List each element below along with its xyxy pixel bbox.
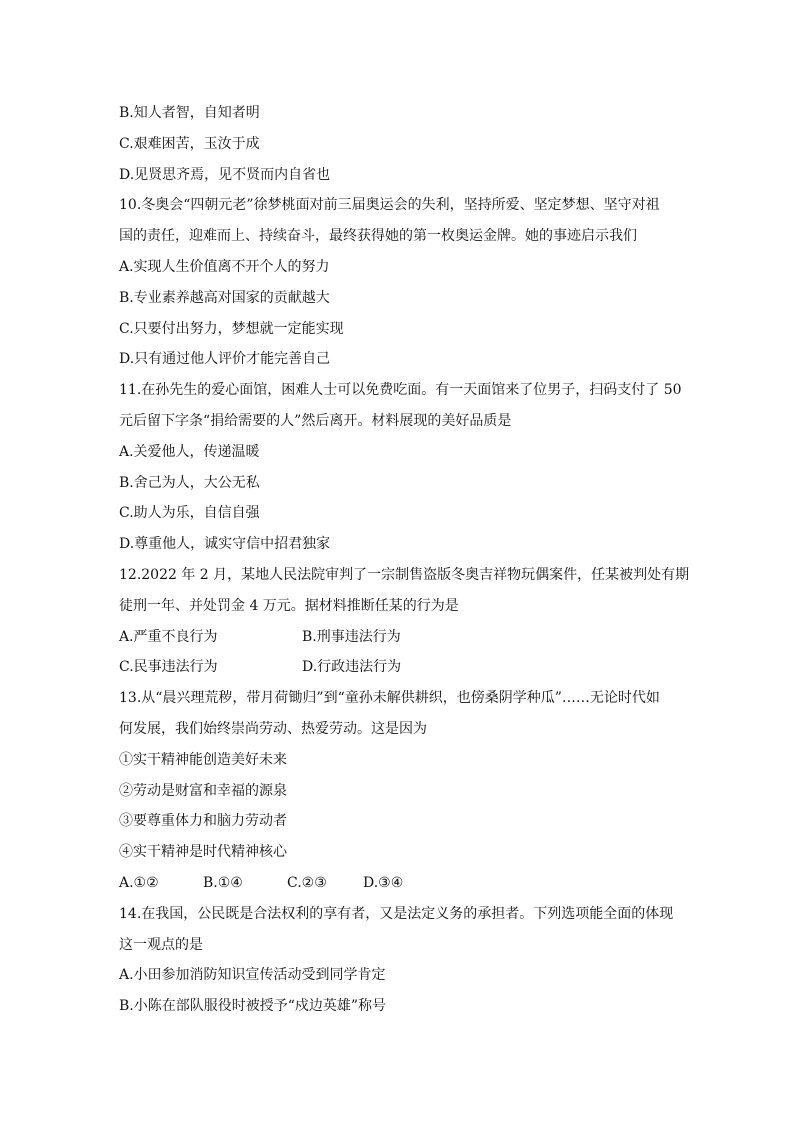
q12-option-c: C.民事违法行为 (119, 659, 218, 676)
q11-stem-line-2: 元后留下字条“捐给需要的人”然后离开。材料展现的美好品质是 (119, 412, 512, 429)
q12-option-a: A.严重不良行为 (119, 628, 218, 645)
q12-options-row-2 (119, 652, 679, 683)
q13-option-a: A.①② (119, 874, 159, 891)
q14-stem-line-2: 这一观点的是 (119, 936, 203, 953)
q9-option-d: D.见贤思齐焉，见不贤而内自省也 (119, 166, 331, 183)
q14-option-a: A.小田参加消防知识宣传活动受到同学肯定 (119, 967, 386, 984)
q11-stem-line-1: 11.在孙先生的爱心面馆，困难人士可以免费吃面。有一天面馆来了位男子，扫码支付了 50 (119, 382, 682, 399)
q10-option-d: D.只有通过他人评价才能完善自己 (119, 351, 331, 368)
q12-stem-line-2: 徒刑一年、并处罚金 4 万元。据材料推断任某的行为是 (119, 597, 459, 614)
q12-option-b: B.刑事违法行为 (302, 628, 401, 645)
q12-options-row-1 (119, 622, 679, 653)
q11-option-c: C.助人为乐，自信自强 (119, 505, 260, 522)
q14-option-b: B.小陈在部队服役时被授予“戍边英雄”称号 (119, 998, 387, 1015)
q11-option-b: B.舍己为人，大公无私 (119, 474, 260, 491)
q13-option-d: D.③④ (363, 874, 404, 891)
q13-option-b: B.①④ (203, 874, 243, 891)
q13-options-row (119, 868, 679, 899)
q14-stem-line-1: 14.在我国，公民既是合法权利的享有者，又是法定义务的承担者。下列选项能全面的体现 (119, 905, 674, 922)
q9-option-b: B.知人者智，自知者明 (119, 105, 260, 121)
q11-option-a: A.关爱他人，传递温暖 (119, 443, 260, 460)
document-page (119, 98, 690, 1022)
q10-option-b: B.专业素养越高对国家的贡献越大 (119, 289, 330, 306)
q11-option-d: D.尊重他人，诚实守信中招君独家 (119, 536, 331, 553)
q13-statement-4: ④实干精神是时代精神核心 (119, 844, 287, 861)
q12-option-d: D.行政违法行为 (302, 659, 402, 676)
q10-stem-line-2: 国的责任，迎难而上、持续奋斗，最终获得她的第一枚奥运金牌。她的事迹启示我们 (119, 228, 637, 245)
q10-option-a: A.实现人生价值离不开个人的努力 (119, 258, 330, 275)
q13-statement-1: ①实干精神能创造美好未来 (119, 751, 287, 768)
q13-statement-2: ②劳动是财富和幸福的源泉 (119, 782, 287, 799)
q12-stem-line-1: 12.2022 年 2 月，某地人民法院审判了一宗制售盗版冬奥吉祥物玩偶案件，任某被判处有期 (119, 566, 690, 583)
q13-option-c: C.②③ (287, 874, 327, 891)
q10-option-c: C.只要付出努力，梦想就一定能实现 (119, 320, 344, 337)
q13-stem-line-1: 13.从“晨兴理荒秽，带月荷锄归”到“童孙未解供耕织，也傍桑阴学种瓜”……无论时代如 (119, 690, 660, 707)
q13-statement-3: ③要尊重体力和脑力劳动者 (119, 813, 287, 830)
q13-stem-line-2: 何发展，我们始终崇尚劳动、热爱劳动。这是因为 (119, 720, 427, 737)
q9-option-c: C.艰难困苦，玉汝于成 (119, 135, 260, 152)
q10-stem-line-1: 10.冬奥会“四朝元老”徐梦桃面对前三届奥运会的失利，坚持所爱、坚定梦想、坚守对祖 (119, 197, 660, 214)
